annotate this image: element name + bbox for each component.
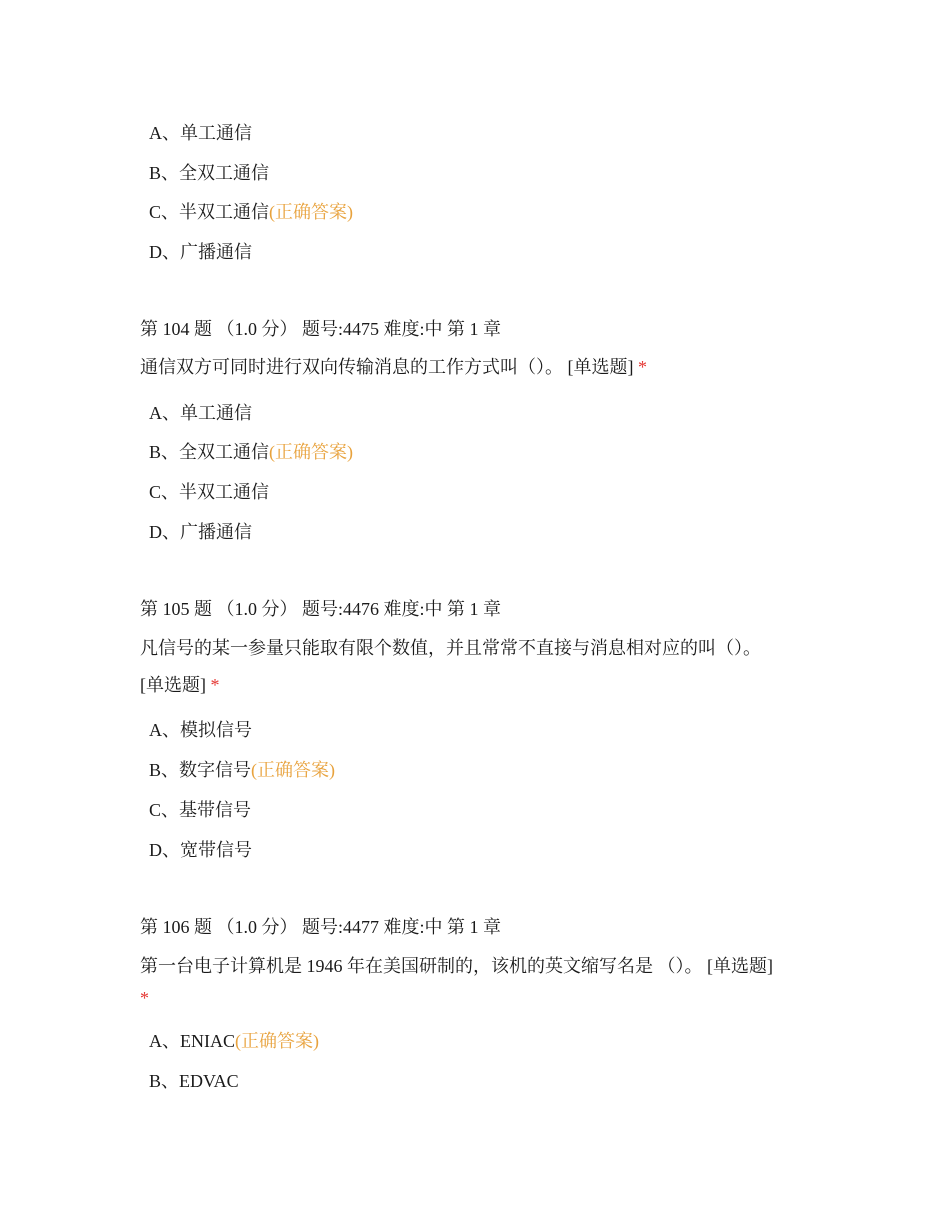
question-type: [单选题] xyxy=(140,675,206,695)
correct-answer-mark: (正确答案) xyxy=(269,442,354,462)
question-header: 第 104 题 （1.0 分） 题号:4475 难度:中 第 1 章 xyxy=(140,319,502,339)
option-label: D、广播通信 xyxy=(149,522,252,542)
question-text-line2 xyxy=(140,673,220,697)
option-label: D、宽带信号 xyxy=(149,840,252,860)
option-label: C、半双工通信 xyxy=(149,482,270,502)
option-b[interactable] xyxy=(149,440,353,464)
option-b[interactable] xyxy=(149,161,269,185)
option-label: A、单工通信 xyxy=(149,403,252,423)
question-text: 第一台电子计算机是 1946 年在美国研制的，该机的英文缩写名是 （）。 [单选题] xyxy=(140,956,773,976)
option-d[interactable] xyxy=(149,838,252,862)
option-label: A、单工通信 xyxy=(149,123,252,143)
option-label: A、ENIAC xyxy=(149,1031,235,1051)
required-mark: * xyxy=(638,357,647,377)
option-label: C、半双工通信 xyxy=(149,202,270,222)
option-label: C、基带信号 xyxy=(149,800,252,820)
option-label: A、模拟信号 xyxy=(149,720,252,740)
question-header: 第 105 题 （1.0 分） 题号:4476 难度:中 第 1 章 xyxy=(140,599,502,619)
option-c[interactable] xyxy=(149,798,251,822)
question-text-content: 通信双方可同时进行双向传输消息的工作方式叫（）。 [单选题] xyxy=(140,357,634,377)
question-text-line2 xyxy=(140,986,149,1010)
option-label: B、全双工通信 xyxy=(149,163,270,183)
question-text xyxy=(140,355,647,379)
option-a[interactable] xyxy=(149,401,252,425)
required-mark: * xyxy=(140,988,149,1008)
question-header: 第 106 题 （1.0 分） 题号:4477 难度:中 第 1 章 xyxy=(140,917,502,937)
option-b[interactable] xyxy=(149,1069,239,1093)
option-a[interactable] xyxy=(149,121,252,145)
correct-answer-mark: (正确答案) xyxy=(235,1031,319,1051)
option-d[interactable] xyxy=(149,520,252,544)
option-a[interactable] xyxy=(149,718,252,742)
option-c[interactable] xyxy=(149,480,269,504)
question-text-line1: 凡信号的某一参量只能取有限个数值，并且常常不直接与消息相对应的叫（）。 xyxy=(140,638,761,658)
option-c[interactable] xyxy=(149,200,353,224)
option-label: B、全双工通信 xyxy=(149,442,270,462)
correct-answer-mark: (正确答案) xyxy=(251,760,336,780)
option-d[interactable] xyxy=(149,240,252,264)
required-mark: * xyxy=(210,675,220,695)
option-label: B、EDVAC xyxy=(149,1071,239,1091)
option-label: B、数字信号 xyxy=(149,760,252,780)
option-a[interactable] xyxy=(149,1029,319,1053)
option-label: D、广播通信 xyxy=(149,242,252,262)
correct-answer-mark: (正确答案) xyxy=(269,202,354,222)
option-b[interactable] xyxy=(149,758,335,782)
